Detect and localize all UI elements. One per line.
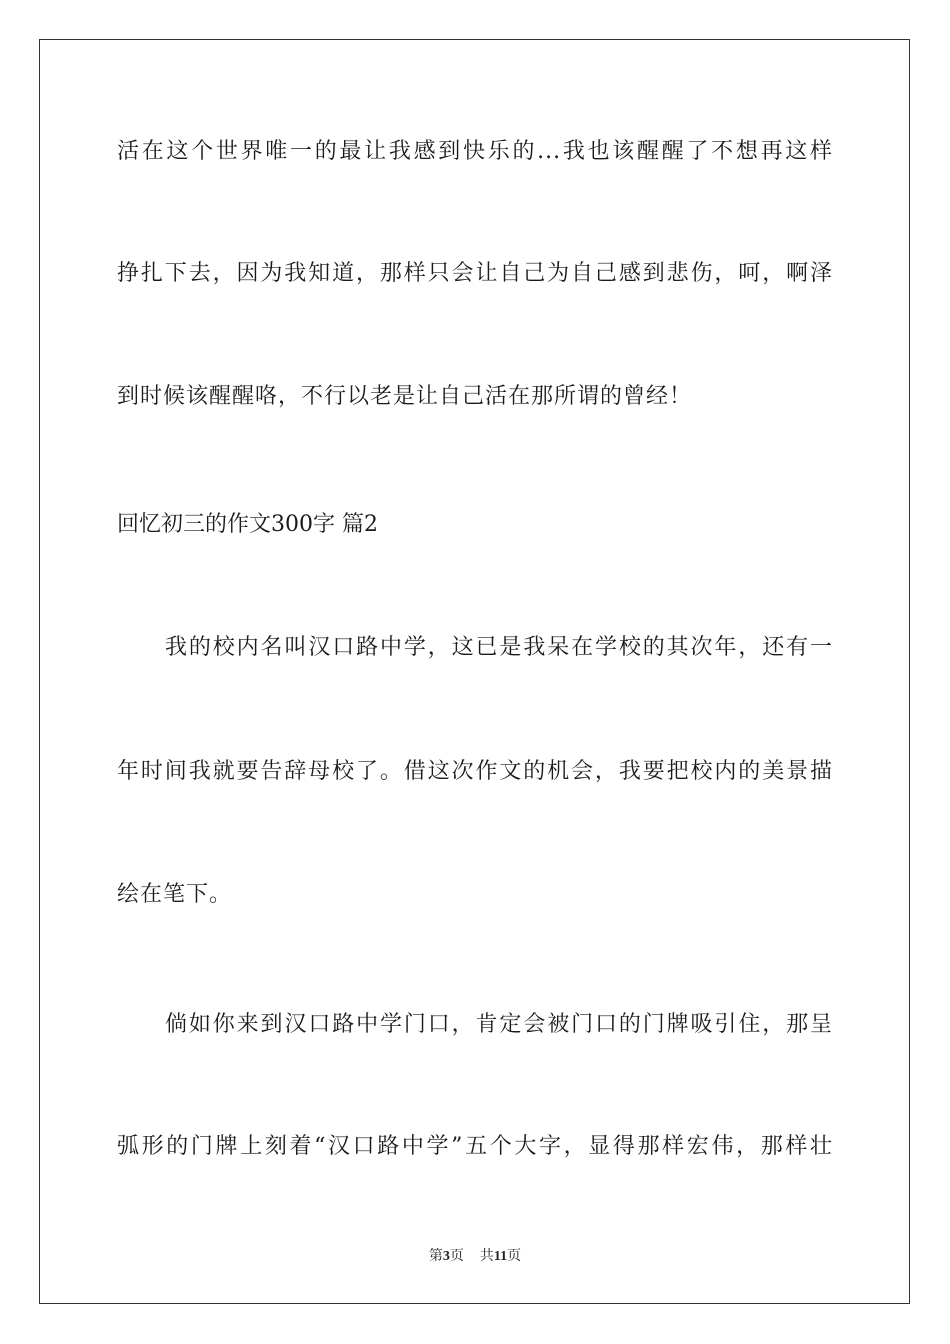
total-prefix: 共: [479, 1249, 494, 1264]
page-footer: [0, 1247, 950, 1267]
body-text-line: 我的校内名叫汉口路中学，这已是我呆在学校的其次年，还有一: [165, 635, 833, 660]
page-number: 3: [442, 1249, 450, 1264]
body-text-line: 弧形的门牌上刻着“汉口路中学”五个大字，显得那样宏伟，那样壮: [117, 1134, 833, 1159]
body-text-line: 年时间我就要告辞母校了。借这次作文的机会，我要把校内的美景描: [117, 759, 833, 784]
body-text-line: 到时候该醒醒咯，不行以老是让自己活在那所谓的曾经！: [117, 384, 693, 409]
total-suffix: 页: [507, 1249, 522, 1264]
body-text-line: 倘如你来到汉口路中学门口，肯定会被门口的门牌吸引住，那呈: [165, 1012, 833, 1037]
page-prefix: 第: [428, 1249, 443, 1264]
body-text-line: 活在这个世界唯一的最让我感到快乐的...我也该醒醒了不想再这样: [117, 139, 833, 164]
page-border: [39, 39, 910, 1304]
section-heading: 回忆初三的作文300字 篇2: [117, 512, 378, 537]
page-suffix: 页: [449, 1249, 464, 1264]
body-text-line: 绘在笔下。: [117, 882, 233, 907]
body-text-line: 挣扎下去，因为我知道，那样只会让自己为自己感到悲伤，呵，啊泽: [117, 261, 833, 286]
total-pages: 11: [493, 1249, 508, 1264]
